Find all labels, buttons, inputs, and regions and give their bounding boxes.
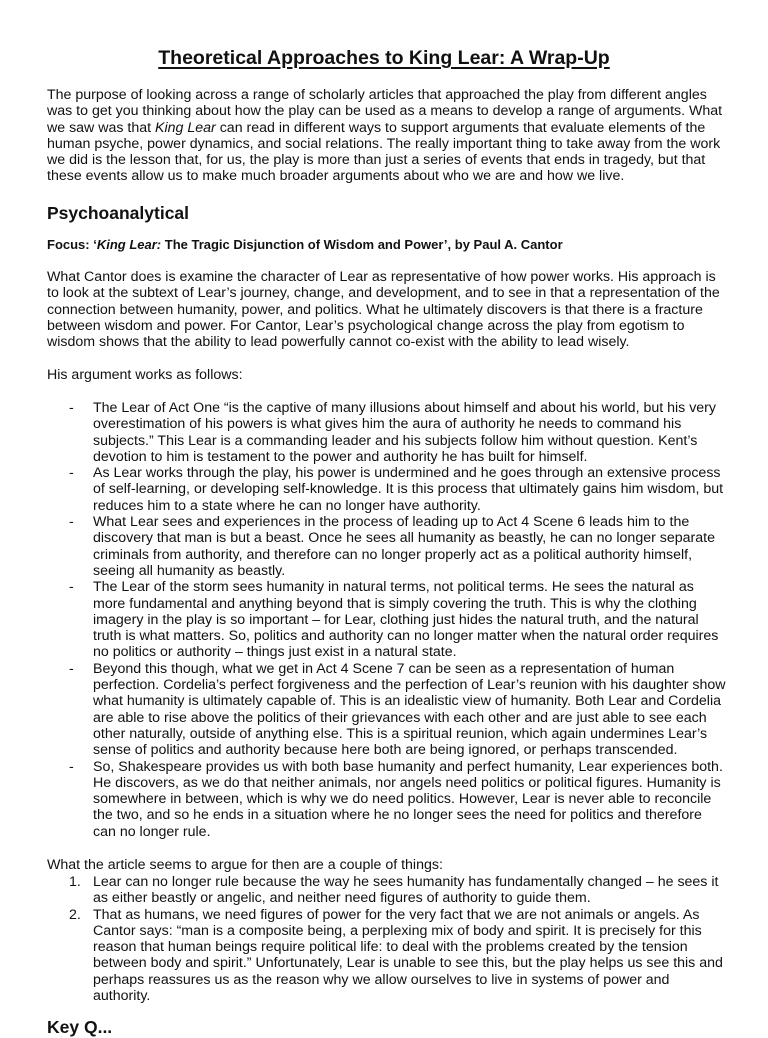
numbered-item-text: Lear can no longer rule because the way he sees humanity has fundamentally changed – he sees it as either beastly or angelic, and neither need figures of authority to guide them. xyxy=(93,874,719,907)
bullet-dash: - xyxy=(69,579,74,596)
bullet-dash: - xyxy=(69,465,74,482)
focus-rest: The Tragic Disjunction of Wisdom and Power’, by Paul A. Cantor xyxy=(161,237,563,252)
numbered-item-text: That as humans, we need figures of power for the very fact that we are not animals or angels. As Cantor says: “man is a composite being, a perplexing mix of body and spirit. It is precisely for this reason that human beings require political life: to deal with the problems created by the tension between body and spirit.” Unfortunately, Lear is unable to see this, but the play helps us see this and perhaps reassures us as the reason why we allow ourselves to live in systems of power and authority. xyxy=(93,906,723,1005)
next-section-heading-cut-off: Key Q... xyxy=(47,1017,113,1037)
intro-text-end: can read in different ways to support arguments that evaluate elements of the human psyche, power dynamics, and social relations. The really important thing to take away from the work we did is the lesson that, for us, the play is more than just a series of events that ends in tragedy, but that these events allow us to make much broader arguments about who we are and how we live. xyxy=(47,119,721,185)
bullet-dash: - xyxy=(69,758,74,775)
bullet-dash: - xyxy=(69,514,74,531)
item-number: 2. xyxy=(69,906,81,923)
focus-line xyxy=(47,237,737,253)
conclusion-numbered-list xyxy=(47,874,727,1004)
cantor-paragraph: What Cantor does is examine the character of Lear as representative of how power works. His approach is to look at the subtext of Lear’s journey, change, and development, and to see in that a representation of the connection between humanity, power, and politics. What he ultimately discovers is that there is a fracture between wisdom and power. For Cantor, Lear’s psychological change across the play from egotism to wisdom shows that the ability to lead powerfully cannot co-exist with the ability to lead wisely. xyxy=(47,269,720,351)
bullet-dash: - xyxy=(69,660,74,677)
intro-play-title: King Lear xyxy=(155,119,216,136)
bullet-dash: - xyxy=(69,400,74,416)
argument-intro: His argument works as follows: xyxy=(47,367,243,383)
item-number: 1. xyxy=(69,874,81,890)
bullet-text: Beyond this though, what we get in Act 4 Scene 7 can be seen as a representation of human perfection. Cordelia’s perfect forgiveness and the perfection of Lear’s reunion with his daughter show what humanity is ultimately capable of. This is an idealistic view of humanity. Both Lear and Cordelia are able to rise above the politics of their grievances with each other and are just able to see each other naturally, outside of anything else. This is a spiritual reunion, which again undermines Lear’s sense of politics and authority because here both are being ignored, or perhaps transcended. xyxy=(93,660,726,759)
bullet-text: The Lear of Act One “is the captive of many illusions about himself and about his world, but his very overestimation of his powers is what gives him the aura of authority he needs to command his subjects.” This Lear is a commanding leader and his subjects follow him without question. Kent’s devotion to him is testament to the power and authority he has built for himself. xyxy=(93,400,716,465)
numbered-item xyxy=(47,874,727,907)
focus-italic-title: King Lear: xyxy=(96,237,162,252)
bullet-text: The Lear of the storm sees humanity in natural terms, not political terms. He sees the natural as more fundamental and anything beyond that is simply covering the truth. This is why the clothing imagery in the play is so important – for Lear, clothing just hides the natural truth, and the natural truth is what matters. So, politics and authority can no longer matter when the natural order requires no politics or authority – things just exist in a natural state. xyxy=(93,579,719,661)
argument-bullet-list xyxy=(47,400,727,840)
conclusion-intro: What the article seems to argue for then are a couple of things: xyxy=(47,857,443,873)
focus-prefix: Focus: ‘ xyxy=(47,237,97,252)
bullet-text: As Lear works through the play, his power is undermined and he goes through an extensive process of self-learning, or developing self-knowledge. It is this process that ultimately gains him wisdom, but reduces him to a state where he can no longer have authority. xyxy=(93,465,724,514)
bullet-item xyxy=(47,400,727,465)
bullet-item xyxy=(47,759,727,840)
numbered-item xyxy=(47,907,727,1005)
bullet-item xyxy=(47,661,727,759)
bullet-item xyxy=(47,579,727,660)
intro-paragraph xyxy=(47,87,727,185)
document-title: Theoretical Approaches to King Lear: A Wrap-Up xyxy=(158,47,610,69)
intro-text-start: The purpose of looking across a range of scholarly articles that approached the play from different angles was to get you thinking about how the play can be used as a means to develop a range of arguments. What we saw was that xyxy=(47,87,723,136)
bullet-text: So, Shakespeare provides us with both base humanity and perfect humanity, Lear experiences both. He discovers, as we do that neither animals, nor angels need politics or political figures. Humanity is somewhere in between, which is why we do need politics. However, Lear is never able to reconcile the two, and so he ends in a situation where he no longer sees the need for politics and therefore can no longer rule. xyxy=(93,758,723,840)
bullet-item xyxy=(47,514,727,579)
bullet-item xyxy=(47,465,727,514)
bullet-text: What Lear sees and experiences in the process of leading up to Act 4 Scene 6 leads him to the discovery that man is but a beast. Once he sees all humanity as beastly, he can no longer separate criminals from authority, and therefore can no longer properly act as a political authority himself, seeing all humanity as beastly. xyxy=(93,514,715,579)
section-heading-psychoanalytical: Psychoanalytical xyxy=(47,203,190,223)
